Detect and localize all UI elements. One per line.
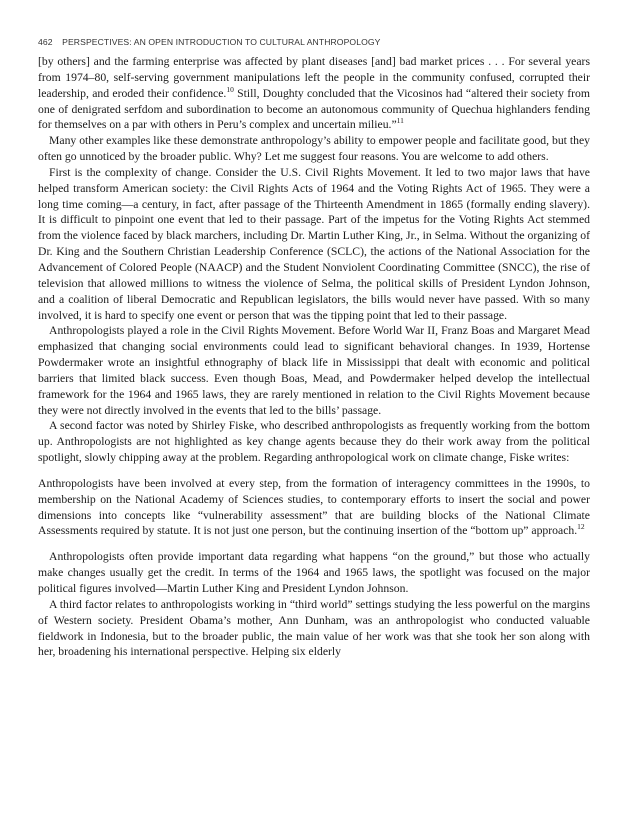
paragraph [38, 165, 590, 323]
block-quote [38, 476, 590, 539]
running-title: PERSPECTIVES: AN OPEN INTRODUCTION TO CULTURAL ANTHROPOLOGY [62, 37, 381, 47]
body-text [38, 54, 590, 660]
paragraph-continued [38, 54, 590, 133]
paragraph [38, 323, 590, 418]
paragraph-text: Anthropologists often provide important data regarding what happens “on the ground,” but those who actually make changes usually get the credit. In terms of the 1964 and 1965 laws, the spotlight was focused on the major political figures involved—Martin Luther King and President Lyndon Johnson. [38, 550, 590, 595]
paragraph-text: [by others] and the farming enterprise was affected by plant diseases [and] bad market prices . . . For several years from 1974–80, self-serving government manipulations left the people in the community confused, corrupted their leadership, and eroded their confidence. [38, 55, 590, 100]
paragraph [38, 597, 590, 660]
paragraph-text: Many other examples like these demonstrate anthropology’s ability to empower people and facilitate good, but they often go unnoticed by the broader public. Why? Let me suggest four reasons. You are welcome to add others. [38, 134, 590, 164]
paragraph [38, 549, 590, 597]
page-number: 462 [38, 37, 53, 47]
footnote-ref: 11 [396, 116, 404, 126]
paragraph-text: A second factor was noted by Shirley Fiske, who described anthropologists as frequently working from the bottom up. Anthropologists are not highlighted as key change agents because they do their work away from the political spotlight, slowly chipping away at the problem. Regarding anthropological work on climate change, Fiske writes: [38, 419, 590, 465]
footnote-ref: 10 [226, 84, 234, 94]
footnote-ref: 12 [577, 522, 585, 532]
quote-text: Anthropologists have been involved at every step, from the formation of interagency committees in the 1990s, to membership on the National Academy of Sciences studies, to contemporary efforts to insert the social and power dimensions into concepts like “vulnerability assessment” that are building blocks of the National Climate Assessments required by statute. It is not just one person, but the continuing insertion of the “bottom up” approach. [38, 476, 590, 538]
paragraph-text: First is the complexity of change. Consider the U.S. Civil Rights Movement. It led to two major laws that have helped transform American society: the Civil Rights Acts of 1964 and the Voting Rights Act of 1965. They were a long time coming—a century, in fact, after passage of the Thirteenth Amendment in 1865 (formally ending slavery). It is difficult to pinpoint one event that led to their passage. Part of the impetus for the Voting Rights Act stemmed from the violence faced by black marchers, including Dr. Martin Luther King, Jr., in Selma. Without the organizing of Dr. King and the Southern Christian Leadership Conference (SCLC), the actions of the National Association for the Advancement of Colored People (NAACP) and the Student Nonviolent Coordinating Committee (SNCC), the rise of television that allowed millions to witness the violence of Selma, the political skills of President Lyndon Johnson, and a coalition of liberal Democratic and Republican legislators, the bills would never have passed. With so many involved, it is hard to specify one event or person that was the tipping point that led to their passage. [38, 165, 590, 322]
paragraph-text: Anthropologists played a role in the Civil Rights Movement. Before World War II, Franz Boas and Margaret Mead emphasized that changing social environments could lead to significant behavioral changes. In 1939, Hortense Powdermaker wrote an insightful ethnography of black life in Mississippi that dealt with economic and political barriers that limited black success. Even though Boas, Mead, and Powdermaker helped develop the intellectual framework for the 1964 and 1965 laws, they are rarely mentioned in relation to the Civil Rights Movement because they were not directly involved in the events that led to the bills’ passage. [38, 324, 590, 417]
paragraph-text-after-note: Still, Doughty concluded that the Vicosinos had “altered their society from one of denigrated serfdom and subordination to become an autonomous community of Quechua highlanders fending for themselves on a par with others in Peru’s complex and uncertain milieu.” [38, 86, 590, 132]
paragraph [38, 418, 590, 466]
paragraph-text: A third factor relates to anthropologists working in “third world” settings studying the less powerful on the margins of Western society. President Obama’s mother, Ann Dunham, was an anthropologist who conducted valuable fieldwork in Indonesia, but to the broader public, the main value of her work was that she took her son along with her, broadening his international perspective. Helping six elderly [38, 597, 590, 659]
paragraph [38, 133, 590, 165]
running-header [38, 37, 598, 47]
